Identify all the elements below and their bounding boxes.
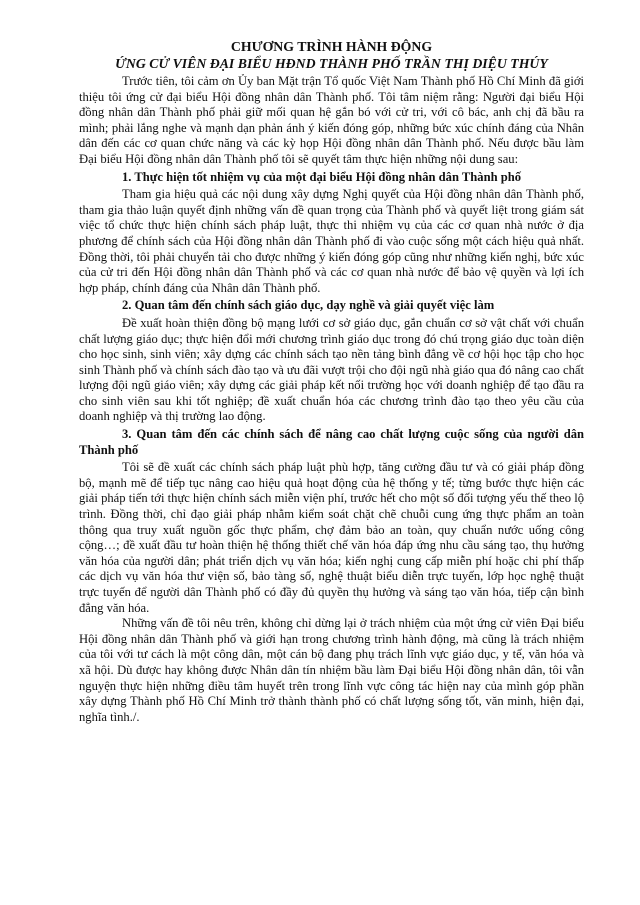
closing-paragraph: Những vấn đề tôi nêu trên, không chỉ dừng lại ở trách nhiệm của một ứng cử viên Đại biểu Hội đồng nhân dân Thành phố và giới hạn trong chương trình hành động, mà cũng là trách nhiệm của tôi với tư cách là một công dân, một cán bộ đang phụ trách lĩnh vực giáo dục, y tế, văn hóa và xã hội. Dù được hay không được Nhân dân tín nhiệm bầu làm Đại biểu Hội đồng nhân dân, tôi vẫn nguyện thực hiện những điều tâm huyết trên trong lĩnh vực công tác hiện nay của mình góp phần xây dựng Thành phố Hồ Chí Minh trở thành thành phố có chất lượng sống tốt, văn minh, hiện đại, nghĩa tình./. <box>79 616 584 724</box>
section-1-body: Tham gia hiệu quả các nội dung xây dựng Nghị quyết của Hội đồng nhân dân Thành phố, tham gia thảo luận quyết định những vấn đề quan trọng của Thành phố và quyết liệt trong giám sát việc tổ chức thực hiện chính sách pháp luật, thực thi nhiệm vụ của các cơ quan nhà nước ở địa phương để chính sách của Hội đồng nhân dân Thành phố đi vào cuộc sống một cách hiệu quả nhất. Đồng thời, tôi phải chuyển tải cho được những ý kiến đóng góp cũng như những kiến nghị, bức xúc của cử tri đến Hội đồng nhân dân Thành phố và các cơ quan nhà nước để bảo vệ quyền và lợi ích hợp pháp, chính đáng của Nhân dân Thành phố. <box>79 187 584 295</box>
document-subtitle: ỨNG CỬ VIÊN ĐẠI BIỂU HĐND THÀNH PHỐ TRẦN THỊ DIỆU THÚY <box>115 56 548 71</box>
section-1-heading: 1. Thực hiện tốt nhiệm vụ của một đại biểu Hội đồng nhân dân Thành phố <box>122 169 522 184</box>
section-3-heading: 3. Quan tâm đến các chính sách để nâng cao chất lượng cuộc sống của người dân Thành phố <box>79 427 584 457</box>
intro-paragraph: Trước tiên, tôi cảm ơn Ủy ban Mặt trận Tổ quốc Việt Nam Thành phố Hồ Chí Minh đã giới thiệu tôi ứng cử đại biểu Hội đồng nhân dân Thành phố. Tôi tâm niệm rằng: Người đại biểu Hội đồng nhân dân Thành phố phải giữ mối quan hệ gắn bó với cử tri, với cô bác, anh chị đã bầu ra mình; phải lắng nghe và mạnh dạn phản ánh ý kiến đóng góp, những bức xúc chính đáng của Nhân dân đến các cơ quan chức năng và các kỳ họp Hội đồng nhân dân Thành phố. Nếu được bầu làm Đại biểu Hội đồng nhân dân Thành phố tôi sẽ quyết tâm thực hiện những nội dung sau: <box>79 74 584 166</box>
section-2-body: Đề xuất hoàn thiện đồng bộ mạng lưới cơ sở giáo dục, gắn chuẩn cơ sở vật chất với chuẩn chất lượng giáo dục; thực hiện đổi mới chương trình giáo dục trong đó chú trọng giáo dục toàn diện cho học sinh, sinh viên; xây dựng các chính sách tạo nền tảng bình đẳng về cơ hội học tập cho học sinh Thành phố và chính sách đào tạo và ưu đãi vượt trội cho đội ngũ nhà giáo qua đó nâng cao chất lượng đội ngũ giáo viên; xây dựng các giải pháp kết nối trường học với doanh nghiệp để tạo đầu ra cho sinh viên sau khi tốt nghiệp; đề xuất chuẩn hóa các chương trình đào tạo theo yêu cầu của doanh nghiệp và thị trường lao động. <box>79 315 584 424</box>
section-2-heading: 2. Quan tâm đến chính sách giáo dục, dạy nghề và giải quyết việc làm <box>122 298 495 313</box>
section-3-body: Tôi sẽ đề xuất các chính sách pháp luật phù hợp, tăng cường đầu tư và có giải pháp đồng bộ, mạnh mẽ để tiếp tục nâng cao hiệu quả hoạt động của hệ thống y tế; từng bước thực hiện các giải pháp tiến tới thực hiện chính sách miễn viện phí, trước hết cho một số đối tượng yếu thế theo lộ trình. Đồng thời, chỉ đạo giải pháp nhằm kiểm soát chặt chẽ chuỗi cung ứng thực phẩm an toàn thông qua truy xuất nguồn gốc thực phẩm, chợ đảm bảo an toàn, quy chuẩn nước uống công cộng…; đề xuất đầu tư hoàn thiện hệ thống thiết chế văn hóa đáp ứng nhu cầu sáng tạo, thụ hưởng văn hóa của người dân; phát triển dịch vụ văn hóa; kiến nghị cung cấp miễn phí hoặc chi phí thấp các dịch vụ văn hóa thư viện số, bảo tàng số, nghệ thuật biểu diễn trực tuyến, lớp học nghệ thuật trực tuyến để người dân Thành phố có đầy đủ quyền thụ hưởng và sáng tạo văn hóa, tiếp cận bình đẳng văn hóa. <box>79 460 584 615</box>
document-title: CHƯƠNG TRÌNH HÀNH ĐỘNG <box>230 39 433 54</box>
